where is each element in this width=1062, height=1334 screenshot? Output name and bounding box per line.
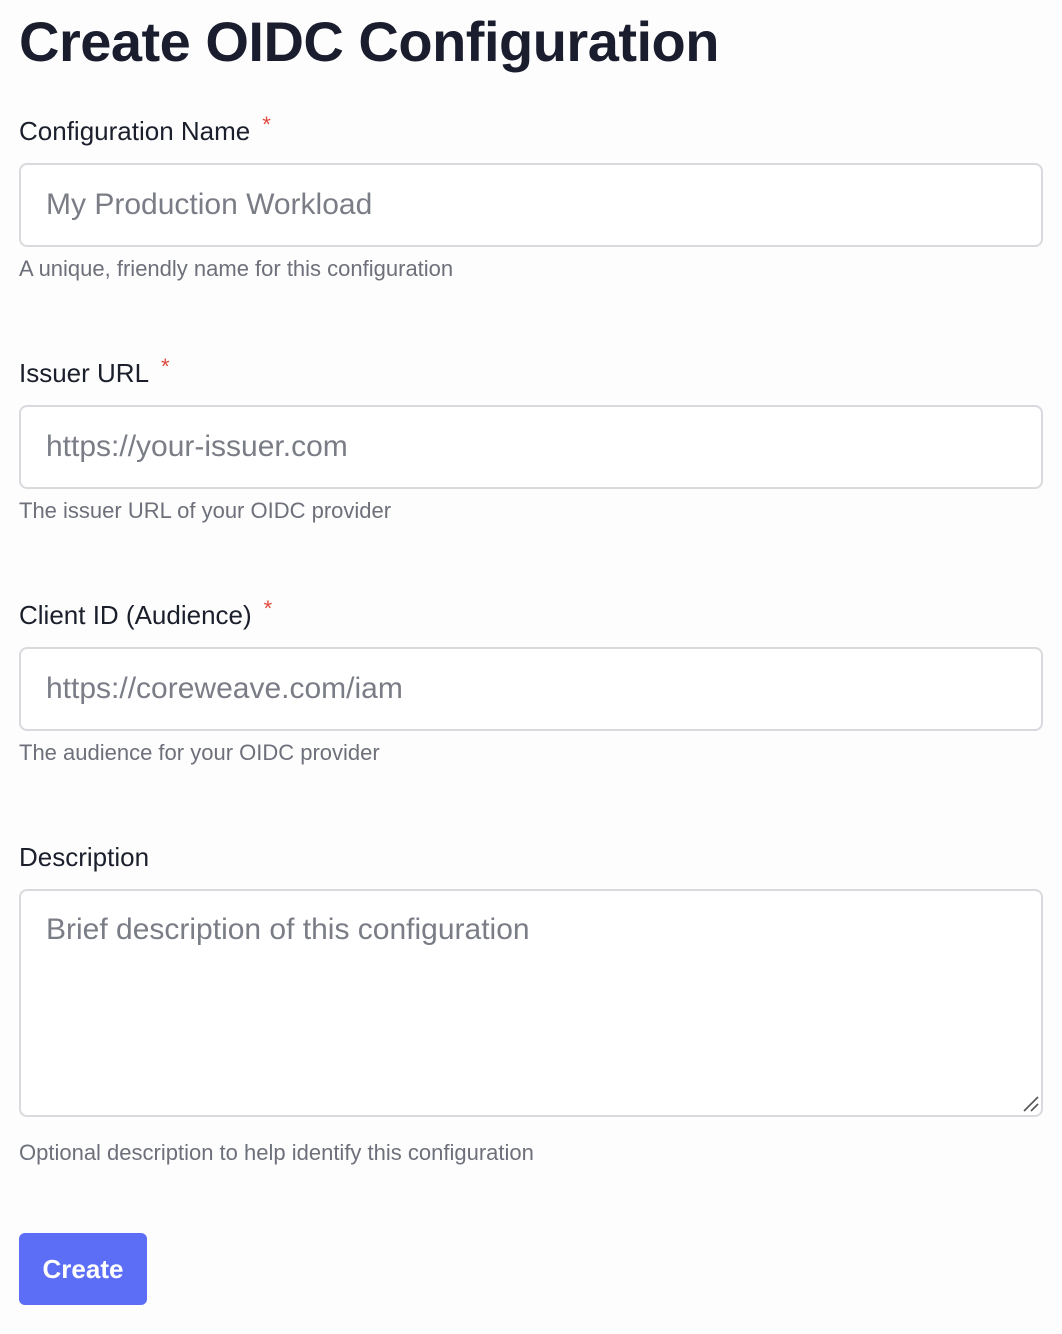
resize-handle-icon[interactable] — [1021, 1094, 1039, 1112]
client-id-input[interactable] — [19, 647, 1043, 731]
create-button[interactable]: Create — [19, 1233, 147, 1305]
client-id-label-text: Client ID (Audience) — [19, 600, 252, 630]
issuer-url-label — [19, 356, 170, 392]
configuration-name-label — [19, 114, 271, 150]
issuer-url-input[interactable] — [19, 405, 1043, 489]
description-help: Optional description to help identify this configuration — [19, 1140, 534, 1165]
issuer-url-help: The issuer URL of your OIDC provider — [19, 498, 392, 523]
required-asterisk: * — [262, 112, 271, 137]
page-title: Create OIDC Configuration — [19, 10, 719, 73]
issuer-url-label-text: Issuer URL — [19, 358, 150, 388]
configuration-name-label-text: Configuration Name — [19, 116, 251, 146]
configuration-name-input[interactable] — [19, 163, 1043, 247]
description-label: Description — [19, 842, 150, 872]
description-textarea[interactable] — [19, 889, 1043, 1117]
required-asterisk: * — [263, 596, 273, 621]
client-id-label — [19, 598, 272, 634]
configuration-name-help: A unique, friendly name for this configuration — [19, 256, 454, 281]
required-asterisk: * — [161, 354, 170, 379]
client-id-help: The audience for your OIDC provider — [19, 740, 380, 765]
